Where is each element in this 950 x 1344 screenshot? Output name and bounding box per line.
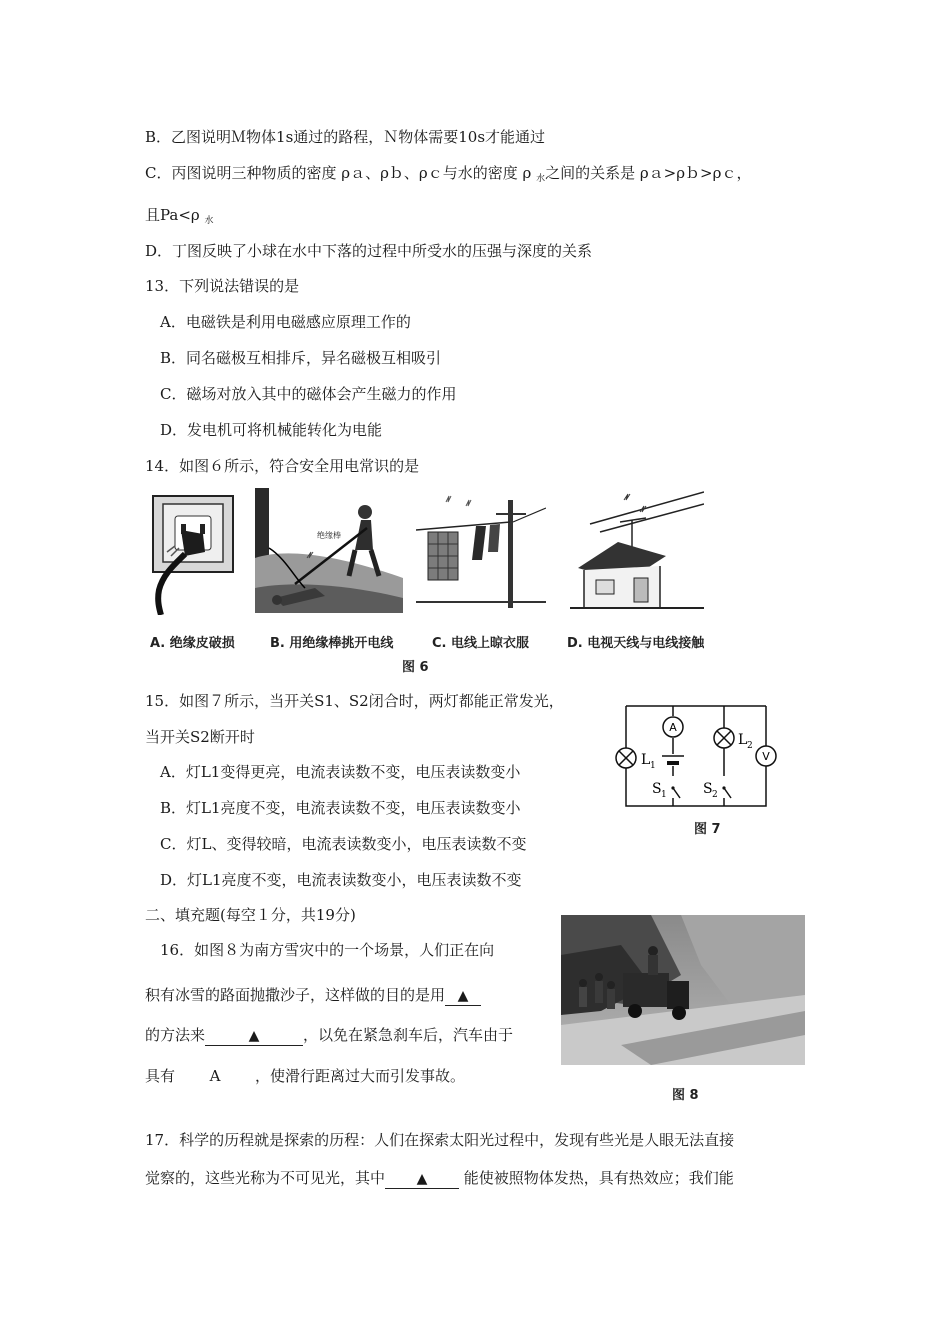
subscript-water: 水 <box>204 216 214 226</box>
q12-option-b: B．乙图说明Ｍ物体1s通过的路程，Ｎ物体需要10s才能通过 <box>145 128 546 146</box>
q15-stem-continued: 当开关S2断开时 <box>145 728 255 746</box>
figure-6b-caption: B. 用绝缘棒挑开电线 <box>270 636 394 651</box>
q16-text: ，使滑行距离过大而引发事故。 <box>255 1067 466 1085</box>
lamp-l2-sub: 2 <box>747 741 753 751</box>
q12-option-c-text-2: 之间的关系是 ρａ>ρｂ>ρｃ， <box>545 164 752 182</box>
switch-s2-label: S <box>703 781 713 797</box>
q13-stem: 13．下列说法错误的是 <box>145 277 300 295</box>
blank-marker-icon: ▲ <box>416 1171 428 1187</box>
q16-line-4 <box>145 1066 465 1086</box>
figure-6d-antenna-contact <box>570 490 704 610</box>
q13-option-c: C．磁场对放入其中的磁体会产生磁力的作用 <box>160 385 457 403</box>
q15-stem: 15．如图７所示，当开关S1、S2闭合时，两灯都能正常发光， <box>145 692 564 710</box>
figure-6c-caption: C. 电线上晾衣服 <box>432 636 530 651</box>
ammeter-label: A <box>669 721 677 734</box>
lamp-l1-label: L <box>641 752 651 768</box>
figure-6d-caption: D. 电视天线与电线接触 <box>567 636 705 651</box>
q16-text: 的方法来 <box>145 1026 206 1044</box>
q17-text: 觉察的，这些光称为不可见光，其中 <box>145 1169 386 1187</box>
answer-blank <box>385 1169 459 1189</box>
q17-line-1: 17．科学的历程就是探索的历程：人们在探索太阳光过程中，发现有些光是人眼无法直接 <box>145 1131 735 1149</box>
q16-line-3 <box>145 1025 513 1046</box>
q17-line-2 <box>145 1168 734 1189</box>
q12-option-c-text: C．丙图说明三种物质的密度 ρａ、ρｂ、ρｃ与水的密度 ρ <box>145 164 537 182</box>
q16-line-1: 16．如图８为南方雪灾中的一个场景，人们正在向 <box>160 941 495 959</box>
q12-option-c <box>145 163 751 189</box>
q15-option-d: D．灯L1亮度不变，电流表读数变小，电压表读数不变 <box>160 871 522 889</box>
q12-option-d: D．丁图反映了小球在水中下落的过程中所受水的压强与深度的关系 <box>145 242 593 260</box>
q16-line-2 <box>145 985 481 1006</box>
figure-6a-damaged-plug <box>145 490 245 615</box>
figure-6a-caption: A. 绝缘皮破损 <box>150 636 235 651</box>
blank-marker-icon: ▲ <box>457 988 469 1004</box>
q15-option-b: B．灯L1亮度不变，电流表读数不变，电压表读数变小 <box>160 799 521 817</box>
q17-text: 能使被照物体发热，具有热效应；我们能 <box>459 1169 734 1187</box>
figure-7-label: 图 7 <box>694 822 721 837</box>
section-2-title: 二、填充题(每空１分，共19分) <box>145 906 356 924</box>
q12-option-c-text-3: 且Pa<ρ <box>145 206 205 224</box>
lamp-l2-label: L <box>738 732 748 748</box>
switch-s2-sub: 2 <box>712 790 718 800</box>
figure-8-snow-photo <box>561 915 805 1077</box>
subscript-water: 水 <box>536 174 546 184</box>
figure-8-label: 图 8 <box>672 1088 699 1103</box>
blank-marker-icon: ▲ <box>248 1028 260 1044</box>
switch-s1-sub: 1 <box>661 790 667 800</box>
answer-blank <box>445 986 481 1006</box>
q13-option-d: D．发电机可将机械能转化为电能 <box>160 421 383 439</box>
figure-6-label: 图 6 <box>402 660 429 675</box>
figure-6c-clothes-on-wire <box>416 494 546 608</box>
q16-text: ，以免在紧急刹车后，汽车由于 <box>303 1026 514 1044</box>
q16-text: 积有冰雪的路面抛撒沙子，这样做的目的是用 <box>145 986 446 1004</box>
insulating-stick-label: 绝缘棒 <box>317 531 341 540</box>
q15-option-c: C．灯L、变得较暗，电流表读数变小，电压表读数不变 <box>160 835 527 853</box>
voltmeter-label: V <box>762 750 770 763</box>
switch-s1-label: S <box>652 781 662 797</box>
q14-stem: 14．如图６所示，符合安全用电常识的是 <box>145 457 420 475</box>
answer-blank <box>205 1026 303 1046</box>
q12-option-c-continued <box>145 205 214 231</box>
q15-option-a: A．灯L1变得更亮，电流表读数不变，电压表读数变小 <box>160 763 521 781</box>
q13-option-b: B．同名磁极互相排斥，异名磁极互相吸引 <box>160 349 442 367</box>
q13-option-a: A．电磁铁是利用电磁感应原理工作的 <box>160 313 411 331</box>
figure-7-circuit <box>610 700 782 834</box>
lamp-l1-sub: 1 <box>650 761 656 771</box>
q16-text: 具有 <box>145 1067 176 1085</box>
answer-blank: A <box>209 1067 221 1085</box>
figure-6b-insulating-stick <box>255 488 403 613</box>
